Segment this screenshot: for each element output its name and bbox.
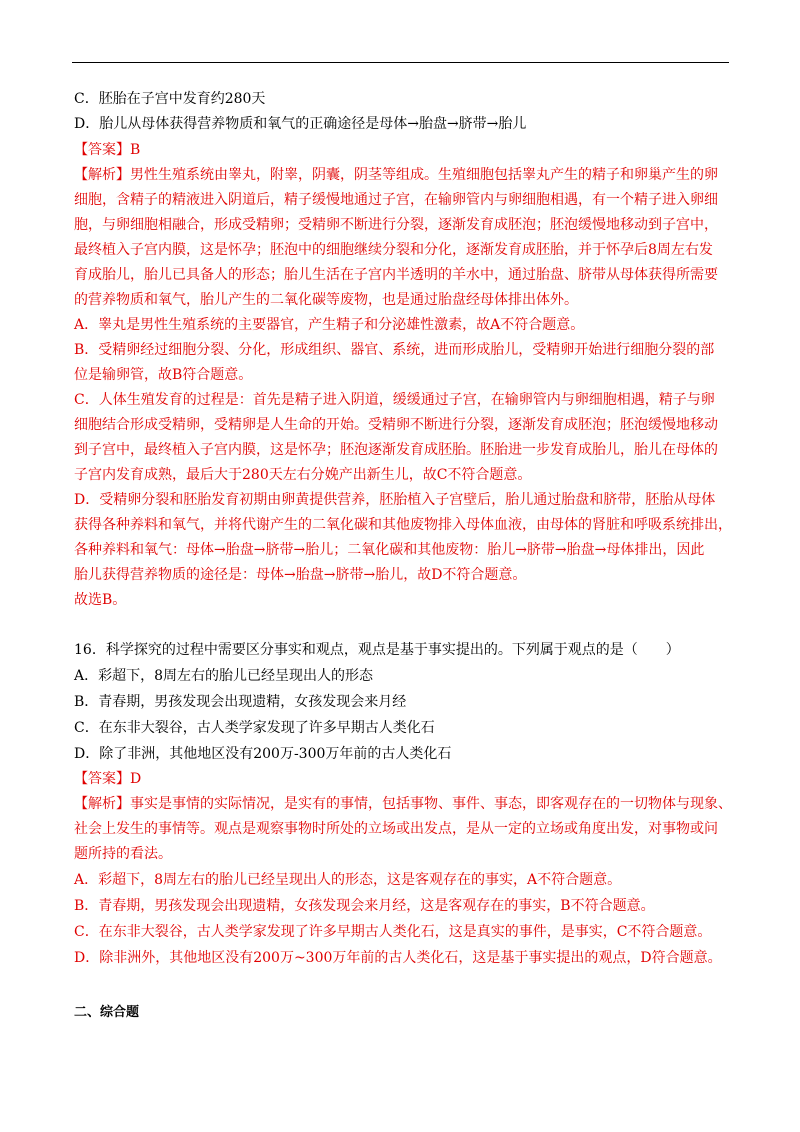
- explanation-line: B．受精卵经过细胞分裂、分化，形成组织、器官、系统，进而形成胎儿，受精卵开始进行细胞分裂的部: [74, 342, 715, 358]
- q15-option-b-explanation: [74, 338, 728, 388]
- explanation-line: 子宫内发育成熟，最后大于280天左右分娩产出新生儿，故C不符合题意。: [74, 467, 532, 483]
- explanation-line: 细胞结合形成受精卵，受精卵是人生命的开始。受精卵不断进行分裂，逐渐发育成胚泡；胚泡缓慢地移动: [74, 417, 718, 433]
- explanation-line: C．在东非大裂谷，古人类学家发现了许多早期古人类化石，这是真实的事件，是事实，C不符合题意。: [74, 924, 712, 940]
- q15-analysis-line: 最终植入子宫内膜，这是怀孕；胚泡中的细胞继续分裂和分化，逐渐发育成胚胎，并于怀孕后8周左右发: [74, 242, 713, 258]
- explanation-line: A．睾丸是男性生殖系统的主要器官，产生精子和分泌雄性激素，故A不符合题意。: [74, 317, 585, 333]
- q16-option-a: A．彩超下，8周左右的胎儿已经呈现出人的形态: [74, 668, 374, 684]
- explanation-line: A．彩超下，8周左右的胎儿已经呈现出人的形态，这是客观存在的事实，A不符合题意。: [74, 872, 622, 888]
- q16-analysis-line: 社会上发生的事情等。观点是观察事物时所处的立场或出发点，是从一定的立场或角度出发，对事物或问: [74, 821, 718, 837]
- q16-analysis: [74, 792, 732, 867]
- q16-answer: 【答案】D: [74, 771, 142, 787]
- q16-stem: 16．科学探究的过程中需要区分事实和观点，观点是基于事实提出的。下列属于观点的是（ ）: [74, 642, 680, 658]
- explanation-line: 各种养料和氧气：母体→胎盘→脐带→胎儿；二氧化碳和其他废物：胎儿→脐带→胎盘→母体排出，因此: [74, 542, 705, 558]
- q16-analysis-line: 【解析】事实是事情的实际情况，是实有的事情，包括事物、事件、事态，即客观存在的一切物体与现象、: [74, 796, 732, 812]
- q15-option-c-explanation: [74, 388, 728, 488]
- q15-analysis-line: 细胞，含精子的精液进入阴道后，精子缓慢地通过子宫，在输卵管内与卵细胞相遇，有一个精子进入卵细: [74, 192, 718, 208]
- q16-option-b: B．青春期，男孩发现会出现遗精，女孩发现会来月经: [74, 694, 407, 710]
- explanation-line: 位是输卵管，故B符合题意。: [74, 367, 253, 383]
- page-content: [74, 88, 732, 1020]
- explanation-line: 获得各种养料和氧气，并将代谢产生的二氧化碳和其他废物排入母体血液，由母体的肾脏和呼吸系统排出，: [74, 517, 732, 533]
- q16-explanations: [74, 867, 728, 971]
- header-rule: [72, 62, 729, 63]
- q15-analysis-line: 【解析】男性生殖系统由睾丸，附睾，阴囊，阴茎等组成。生殖细胞包括睾丸产生的精子和卵巢产生的卵: [74, 167, 718, 183]
- explanation-line: D．除非洲外，其他地区没有200万~300万年前的古人类化石，这是基于事实提出的观点，D符合题意。: [74, 950, 722, 966]
- prev-option-c: C．胚胎在子宫中发育约280天: [74, 91, 266, 107]
- q15-analysis-line: 的营养物质和氧气，胎儿产生的二氧化碳等废物，也是通过胎盘经母体排出体外。: [74, 292, 578, 308]
- q15-conclusion: 故选B。: [74, 592, 127, 608]
- section-heading: 二、综合题: [74, 1005, 140, 1020]
- q15-analysis-line: 胞，与卵细胞相融合，形成受精卵；受精卵不断进行分裂，逐渐发育成胚泡；胚泡缓慢地移动到子宫中，: [74, 217, 718, 233]
- explanation-line: B．青春期，男孩发现会出现遗精，女孩发现会来月经，这是客观存在的事实，B不符合题意。: [74, 898, 655, 914]
- q15-answer: 【答案】B: [74, 142, 141, 158]
- q16-option-d: D．除了非洲，其他地区没有200万-300万年前的古人类化石: [74, 746, 452, 762]
- q15-option-a-explanation: [74, 313, 728, 338]
- q15-analysis: [74, 163, 728, 313]
- explanation-line: 胎儿获得营养物质的途径是：母体→胎盘→脐带→胎儿，故D不符合题意。: [74, 567, 527, 583]
- prev-option-d: D．胎儿从母体获得营养物质和氧气的正确途径是母体→胎盘→脐带→胎儿: [74, 116, 527, 132]
- q16-option-c: C．在东非大裂谷，古人类学家发现了许多早期古人类化石: [74, 720, 435, 736]
- explanation-line: C．人体生殖发育的过程是：首先是精子进入阴道，缓缓通过子宫，在输卵管内与卵细胞相遇，精子与卵: [74, 392, 715, 408]
- q15-analysis-line: 育成胎儿，胎儿已具备人的形态；胎儿生活在子宫内半透明的羊水中，通过胎盘、脐带从母体获得所需要: [74, 267, 718, 283]
- q16-analysis-line: 题所持的看法。: [74, 846, 172, 862]
- q15-option-d-explanation: [74, 488, 732, 588]
- explanation-line: D．受精卵分裂和胚胎发育初期由卵黄提供营养，胚胎植入子宫壁后，胎儿通过胎盘和脐带，胚胎从母体: [74, 492, 716, 508]
- explanation-line: 到子宫中，最终植入子宫内膜，这是怀孕；胚泡逐渐发育成胚胎。胚胎进一步发育成胎儿，胎儿在母体的: [74, 442, 718, 458]
